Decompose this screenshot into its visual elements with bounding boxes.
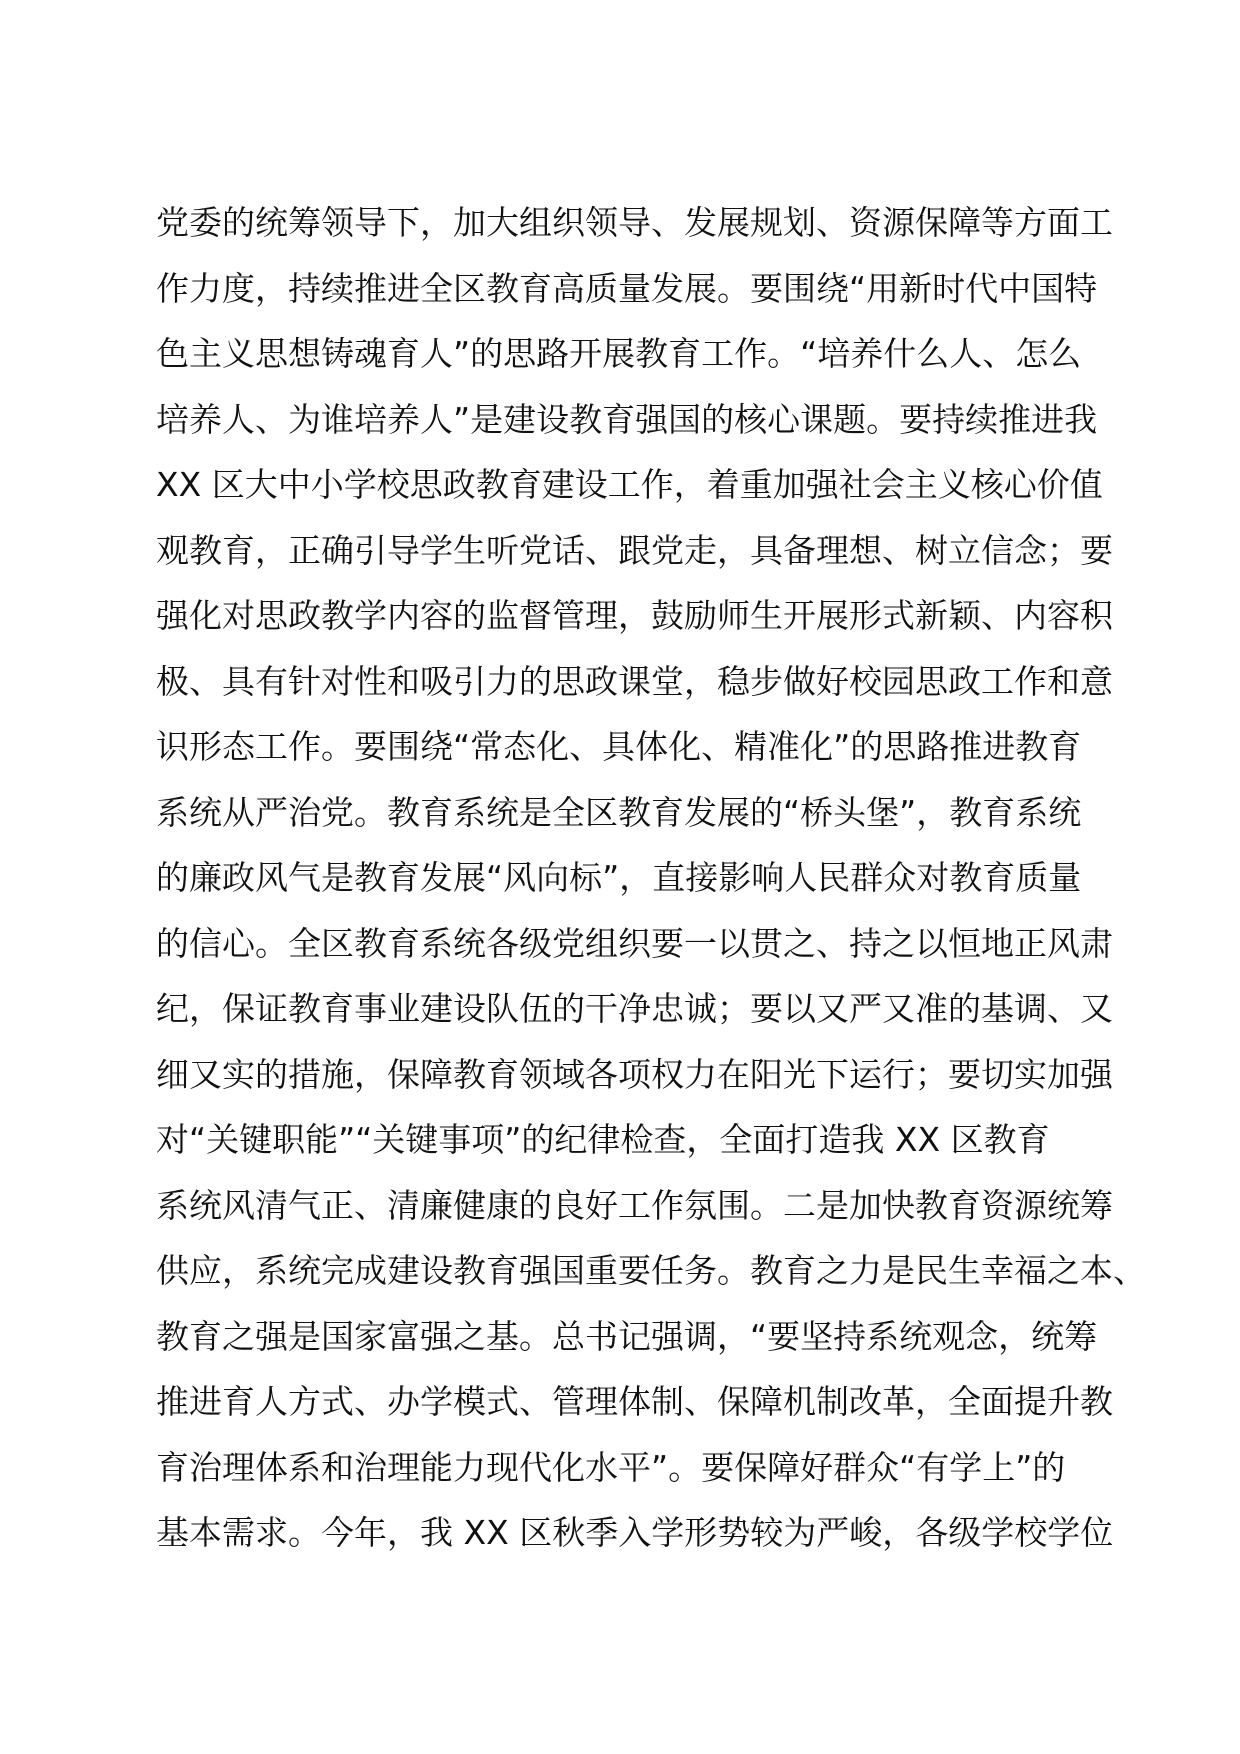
- text-line-1: 党委的统筹领导下，加大组织领导、发展规划、资源保障等方面工: [156, 203, 1113, 242]
- text-line-13: 纪，保证教育事业建设队伍的干净忠诚；要以又严又准的基调、又: [156, 989, 1113, 1028]
- text-line-10: 系统从严治党。教育系统是全区教育发展的“桥头堡”，教育系统: [156, 792, 1082, 832]
- text-line-12: 的信心。全区教育系统各级党组织要一以贯之、持之以恒地正风肃: [156, 923, 1113, 963]
- text-line-4: 培养人、为谁培养人”是建设教育强国的核心课题。要持续推进我: [156, 399, 1098, 439]
- text-line-14: 细又实的措施，保障教育领域各项权力在阳光下运行；要切实加强: [156, 1054, 1113, 1094]
- text-line-20: 育治理体系和治理能力现代化水平”。要保障好群众“有学上”的: [156, 1447, 1066, 1487]
- text-line-15: 对“关键职能”“关键事项”的纪律检查，全面打造我 XX 区教育: [156, 1120, 1050, 1159]
- text-line-18: 教育之强是国家富强之基。总书记强调，“要坚持系统观念，统筹: [156, 1316, 1098, 1356]
- text-line-2: 作力度，持续推进全区教育高质量发展。要围绕“用新时代中国特: [156, 268, 1098, 308]
- text-line-6: 观教育，正确引导学生听党话、跟党走，具备理想、树立信念；要: [156, 530, 1113, 570]
- body-text: [156, 190, 1146, 1566]
- text-line-5: XX 区大中小学校思政教育建设工作，着重加强社会主义核心价值: [156, 465, 1103, 504]
- text-line-9: 识形态工作。要围绕“常态化、具体化、精准化”的思路推进教育: [156, 727, 1082, 766]
- text-line-19: 推进育人方式、办学模式、管理体制、保障机制改革，全面提升教: [156, 1382, 1113, 1421]
- text-line-3: 色主义思想铸魂育人”的思路开展教育工作。“培养什么人、怎么: [156, 334, 1082, 373]
- text-line-17: 供应，系统完成建设教育强国重要任务。教育之力是民生幸福之本、: [156, 1251, 1146, 1290]
- text-line-16: 系统风清气正、清廉健康的良好工作氛围。二是加快教育资源统筹: [156, 1185, 1113, 1225]
- text-line-11: 的廉政风气是教育发展“风向标”，直接影响人民群众对教育质量: [156, 858, 1082, 897]
- text-line-21: 基本需求。今年，我 XX 区秋季入学形势较为严峻，各级学校学位: [156, 1513, 1114, 1552]
- text-line-8: 极、具有针对性和吸引力的思政课堂，稳步做好校园思政工作和意: [156, 661, 1113, 701]
- text-line-7: 强化对思政教学内容的监督管理，鼓励师生开展形式新颖、内容积: [156, 596, 1113, 635]
